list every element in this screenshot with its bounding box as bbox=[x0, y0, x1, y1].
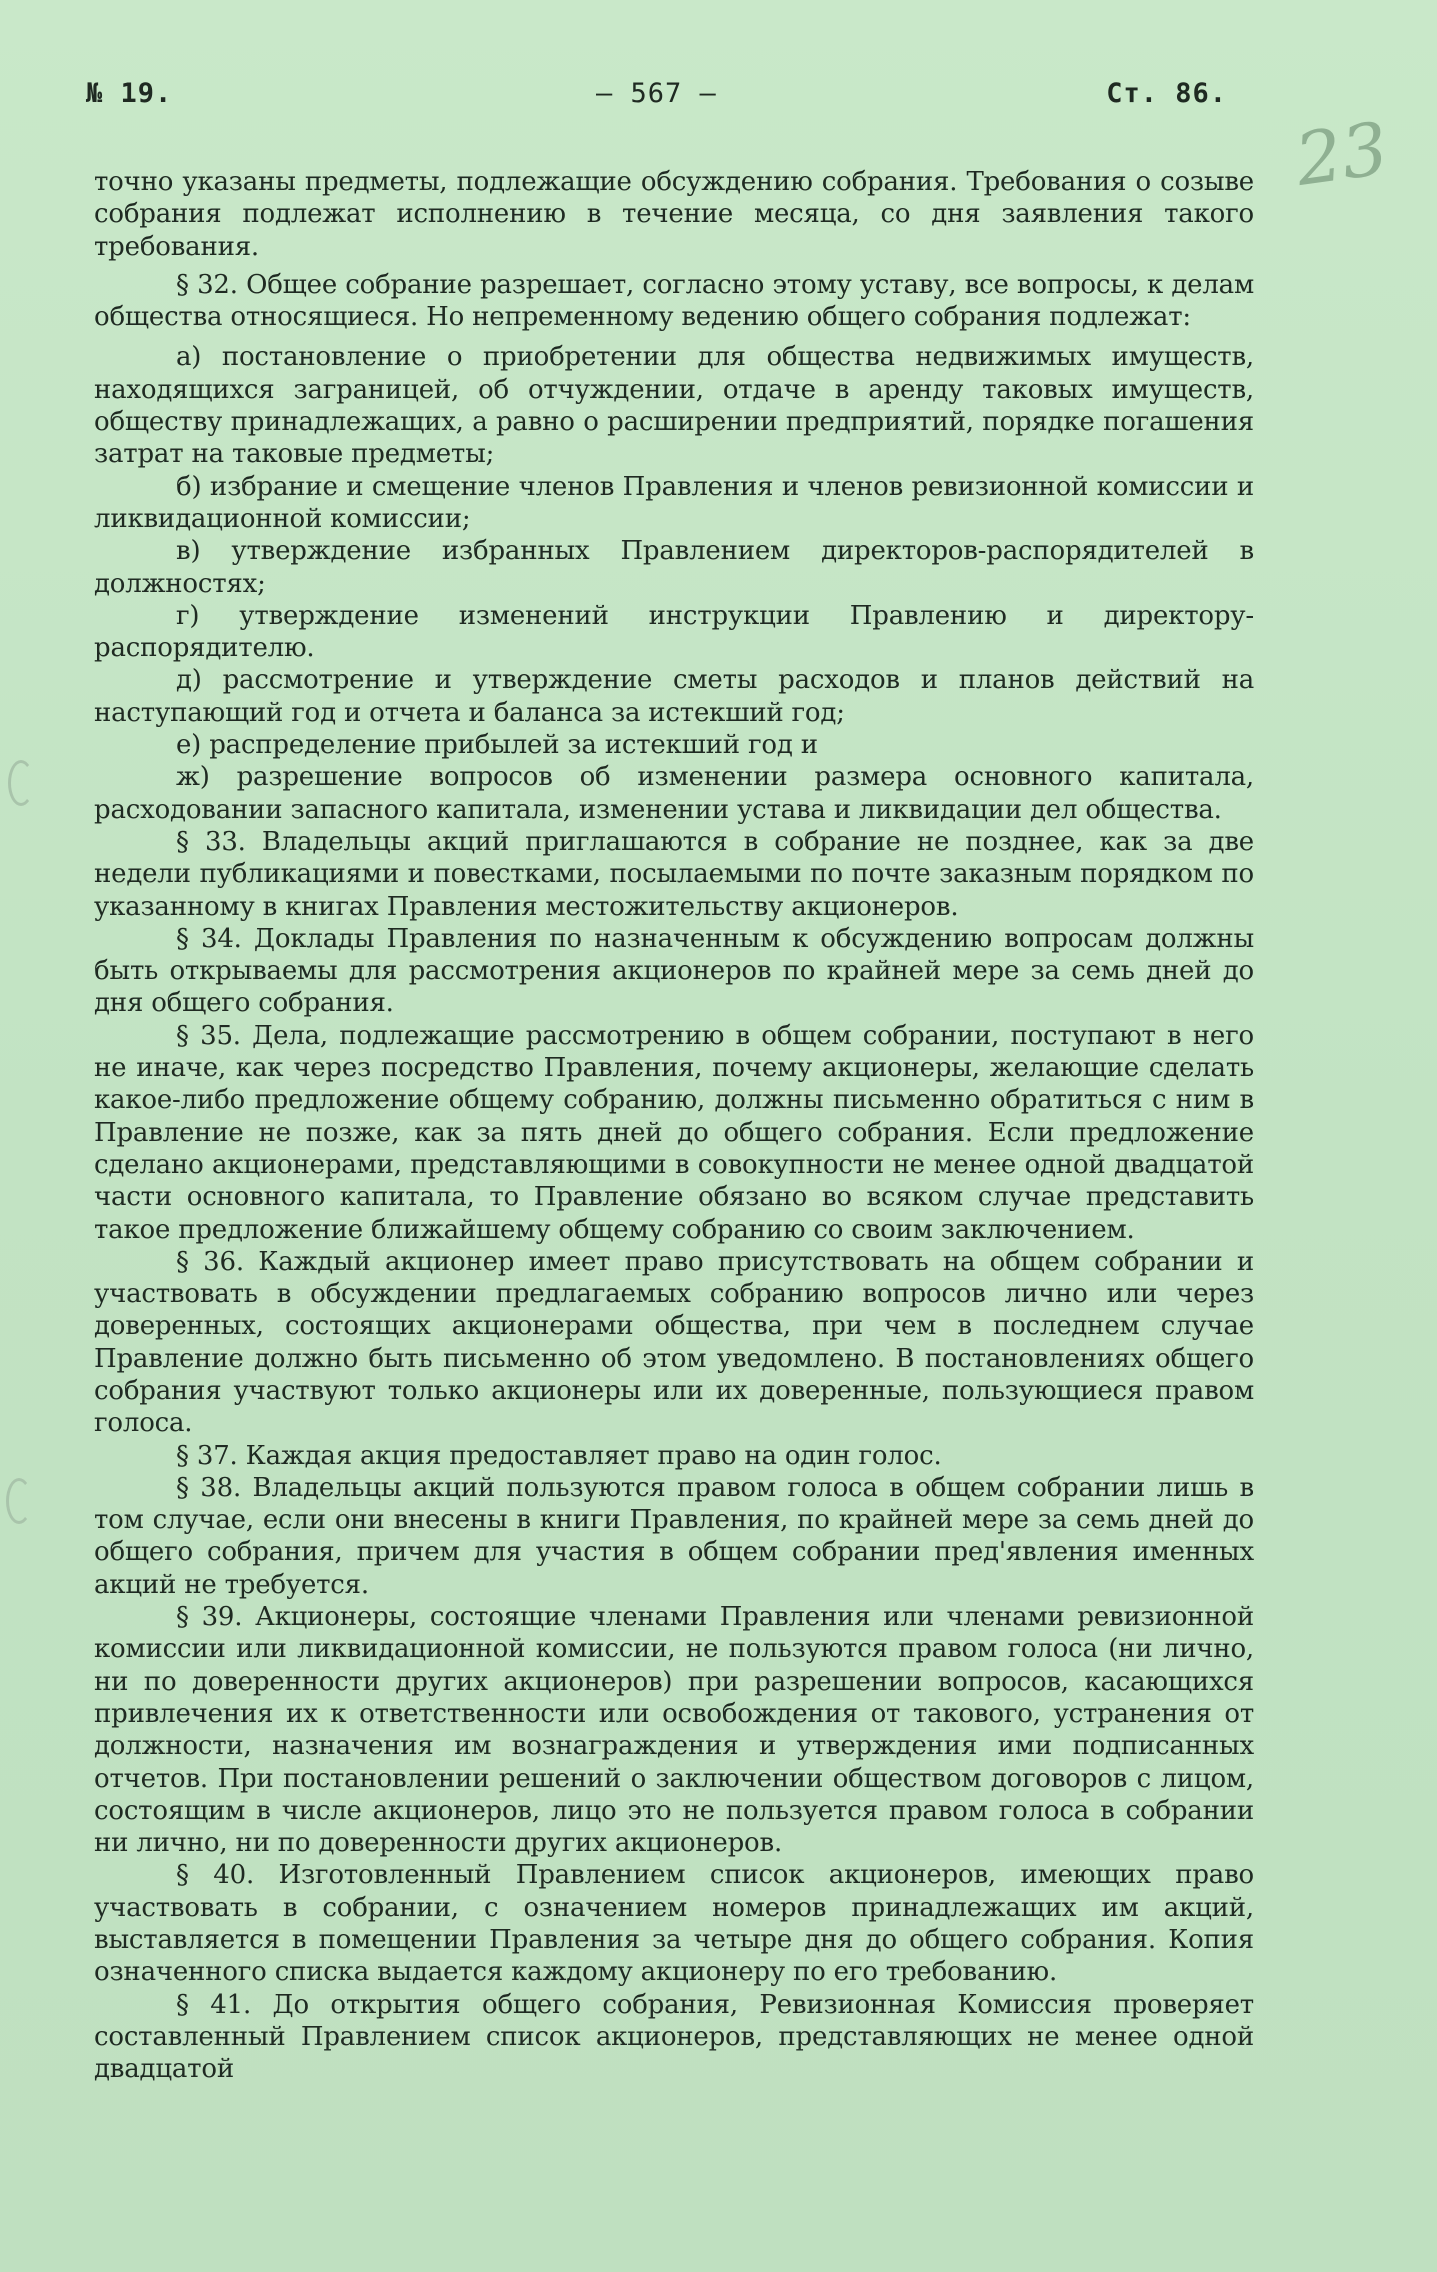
section-38: § 38. Владельцы акций пользуются правом голоса в общем собрании лишь в том случае, если они внесены в книги Правления, по крайней мере за семь дней до общего собрания, причем для участия в общем собрании пред'явления именных акций не требуется. bbox=[94, 1472, 1254, 1600]
section-32-item-a: а) постановление о приобретении для общества недвижимых имуществ, находящихся заграницей, об отчуждении, отдаче в аренду таковых имуществ, обществу принадлежащих, а равно о расширении предприятий, порядке погашения затрат на таковые предметы; bbox=[94, 342, 1254, 470]
section-32-item-d: д) рассмотрение и утверждение сметы расходов и планов действий на наступающий год и отчета и баланса за истекший год; bbox=[94, 665, 1254, 728]
section-32-item-e: е) распределение прибылей за истекший год и bbox=[176, 730, 818, 761]
section-36: § 36. Каждый акционер имеет право присутствовать на общем собрании и участвовать в обсуждении предлагаемых собранию вопросов лично или через доверенных, состоящих акционерами общества, при чем в последнем случае Правление должно быть письменно об этом уведомлено. В постановлениях общего собрания участвуют только акционеры или их доверенные, пользующиеся правом голоса. bbox=[94, 1246, 1254, 1439]
section-39: § 39. Акционеры, состоящие членами Правления или членами ревизионной комиссии или ликвидационной комиссии, не пользуются правом голоса (ни лично, ни по доверенности других акционеров) при разрешении вопросов, касающихся привлечения их к ответственности или освобождения от такового, устранения от должности, назначения им вознаграждения и утверждения ими подписанных отчетов. При постановлении решений о заключении обществом договоров с лицом, состоящим в числе акционеров, лицо это не пользуется правом голоса в собрании ни лично, ни по доверенности других акционеров. bbox=[94, 1602, 1254, 1859]
section-32-item-zh: ж) разрешение вопросов об изменении размера основного капитала, расходовании запасного капитала, изменении устава и ликвидации дел общества. bbox=[94, 762, 1254, 825]
binding-hole-mark bbox=[8, 760, 34, 806]
section-32-item-b: б) избрание и смещение членов Правления и членов ревизионной комиссии и ликвидационной комиссии; bbox=[94, 471, 1254, 534]
paragraph-continuation: точно указаны предметы, подлежащие обсуждению собрания. Требования о созыве собрания подлежат исполнению в течение месяца, со дня заявления такого требования. bbox=[94, 167, 1254, 262]
page-number: — 567 — bbox=[596, 78, 717, 109]
issue-number: № 19. bbox=[86, 78, 173, 109]
document-body bbox=[94, 166, 1254, 2086]
section-40: § 40. Изготовленный Правлением список акционеров, имеющих право участвовать в собрании, с означением номеров принадлежащих им акций, выставляется в помещении Правления за четыре дня до общего собрания. Копия означенного списка выдается каждому акционеру по его требованию. bbox=[94, 1860, 1254, 1988]
section-32-item-v: в) утверждение избранных Правлением директоров-распорядителей в должностях; bbox=[94, 536, 1254, 599]
section-34: § 34. Доклады Правления по назначенным к обсуждению вопросам должны быть открываемы для рассмотрения акционеров по крайней мере за семь дней до дня общего собрания. bbox=[94, 923, 1254, 1019]
section-32-item-g: г) утверждение изменений инструкции Правлению и директору-распорядителю. bbox=[94, 600, 1254, 664]
handwritten-page-note: 23 bbox=[1290, 106, 1394, 202]
section-32: § 32. Общее собрание разрешает, согласно этому уставу, все вопросы, к делам общества относящиеся. Но непременному ведению общего собрания подлежат: bbox=[94, 269, 1254, 333]
article-number: Ст. 86. bbox=[1106, 78, 1227, 109]
section-37: § 37. Каждая акция предоставляет право на один голос. bbox=[176, 1440, 942, 1471]
section-41: § 41. До открытия общего собрания, Ревизионная Комиссия проверяет составленный Правлением список акционеров, представляющих не менее одной двадцатой bbox=[94, 1989, 1254, 2085]
section-33: § 33. Владельцы акций приглашаются в собрание не позднее, как за две недели публикациями и повестками, посылаемыми по почте заказным порядком по указанному в книгах Правления местожительству акционеров. bbox=[94, 826, 1254, 922]
section-35: § 35. Дела, подлежащие рассмотрению в общем собрании, поступают в него не иначе, как через посредство Правления, почему акционеры, желающие сделать какое-либо предложение общему собранию, должны письменно обратиться с ним в Правление не позже, как за пять дней до общего собрания. Если предложение сделано акционерами, представляющими в совокупности не менее одной двадцатой части основного капитала, то Правление обязано во всяком случае представить такое предложение ближайшему общему собранию со своим заключением. bbox=[94, 1020, 1254, 1245]
binding-hole-mark bbox=[6, 1478, 32, 1524]
